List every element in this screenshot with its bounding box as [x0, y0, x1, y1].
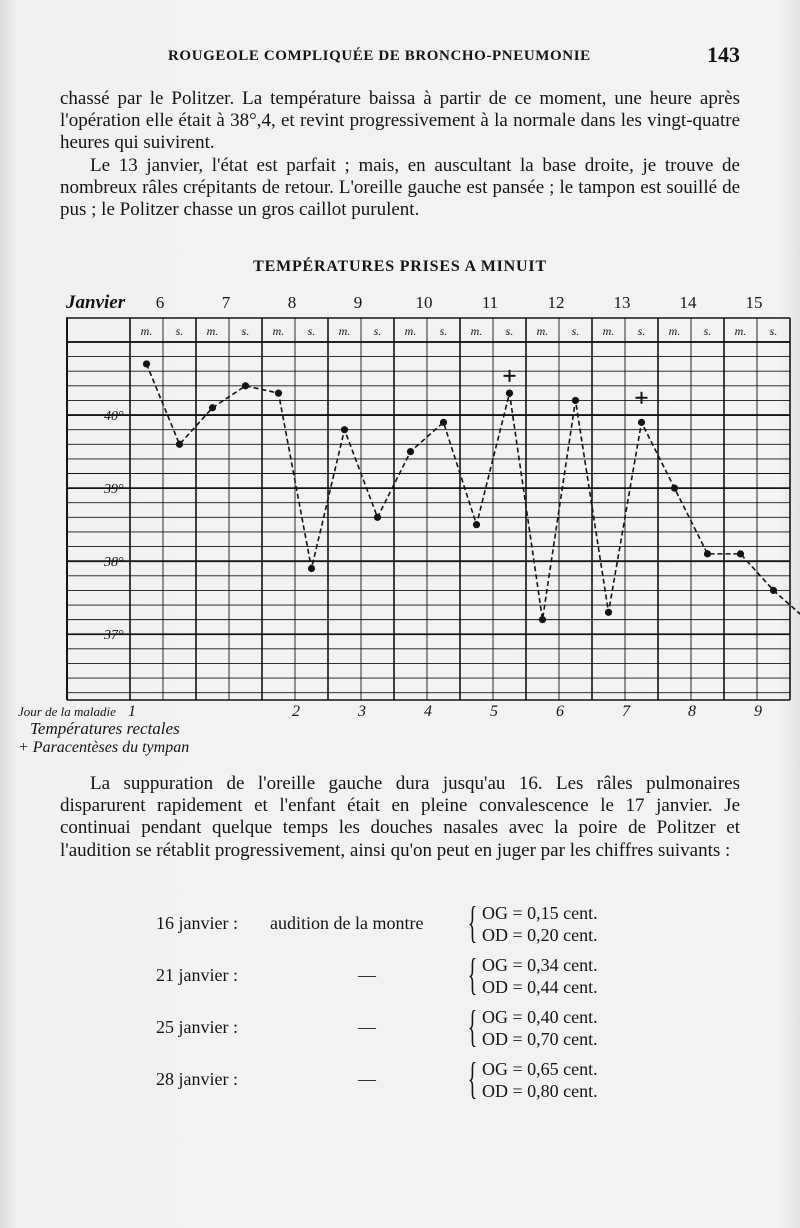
session-label: m. — [734, 324, 747, 338]
disease-day-label: Jour de la maladie — [18, 704, 116, 719]
disease-day-number: 9 — [754, 703, 762, 720]
legend-rectal: Températures rectales — [30, 719, 180, 738]
audition-og: OG = 0,34 cent. — [482, 955, 598, 975]
page-number: 143 — [707, 42, 740, 67]
y-tick-label: 40° — [104, 409, 124, 425]
data-point — [638, 419, 645, 426]
legend-paracentesis: + Paracentèses du tympan — [18, 739, 190, 756]
data-point — [506, 390, 513, 397]
session-label: s. — [373, 324, 382, 338]
audition-label: audition de la montre — [270, 913, 424, 933]
audition-date: 21 janvier : — [156, 965, 238, 985]
data-point — [341, 426, 348, 433]
paragraph-2-text: Le 13 janvier, l'état est parfait ; mais, en auscultant la base droite, je trouve de nombreux râles crépitants de retour. L'oreille gauche est pansée ; le tampon est souillé de pus ; le Politzer chasse un gros caillot purulent. — [60, 155, 740, 221]
month-label: Janvier — [66, 292, 126, 313]
date-label: 10 — [415, 293, 433, 312]
date-label: 15 — [745, 293, 763, 312]
audition-date: 25 janvier : — [156, 1017, 238, 1037]
audition-dash: — — [358, 1069, 376, 1089]
disease-day-number: 6 — [556, 703, 564, 720]
session-label: m. — [602, 324, 615, 338]
audition-od: OD = 0,20 cent. — [482, 925, 598, 945]
y-tick-label: 39° — [104, 482, 124, 498]
audition-od: OD = 0,70 cent. — [482, 1029, 598, 1049]
audition-og: OG = 0,15 cent. — [482, 903, 598, 923]
audition-row — [150, 898, 670, 951]
data-point — [473, 521, 480, 528]
session-label: s. — [769, 324, 778, 338]
audition-row — [150, 1054, 670, 1107]
data-point — [572, 397, 579, 404]
session-label: s. — [505, 324, 514, 338]
session-label: s. — [439, 324, 448, 338]
temperature-chart-svg — [0, 280, 800, 760]
audition-og: OG = 0,40 cent. — [482, 1007, 598, 1027]
session-label: s. — [571, 324, 580, 338]
disease-day-number: 8 — [688, 703, 696, 720]
disease-day-number: 2 — [292, 703, 300, 720]
date-label: 12 — [547, 293, 565, 312]
brace-icon: { — [467, 950, 478, 999]
date-label: 11 — [481, 293, 499, 312]
disease-day-number: 5 — [490, 703, 498, 720]
audition-row — [150, 950, 670, 1003]
session-label: m. — [404, 324, 417, 338]
paragraph-1-text: chassé par le Politzer. La température baissa à partir de ce moment, une heure après l'opération elle était à 38°,4, et revint progressivement à la normale dans les vingt-quatre heures qui suivirent. — [60, 88, 740, 154]
date-label: 9 — [353, 293, 363, 312]
brace-icon: { — [467, 1002, 478, 1051]
session-label: s. — [175, 324, 184, 338]
session-label: m. — [470, 324, 483, 338]
data-point — [407, 448, 414, 455]
audition-date: 16 janvier : — [156, 913, 238, 933]
data-point — [176, 441, 183, 448]
audition-od: OD = 0,44 cent. — [482, 977, 598, 997]
chart-title: TEMPÉRATURES PRISES A MINUIT — [253, 258, 547, 275]
date-label: 14 — [679, 293, 697, 312]
brace-icon: { — [467, 898, 478, 947]
paragraph-3 — [60, 773, 740, 862]
audition-dash: — — [358, 1017, 376, 1037]
data-point — [308, 565, 315, 572]
y-tick-label: 38° — [104, 555, 124, 571]
session-label: m. — [140, 324, 153, 338]
disease-day-number: 3 — [358, 703, 366, 720]
session-label: s. — [637, 324, 646, 338]
data-point — [737, 550, 744, 557]
data-point — [539, 616, 546, 623]
session-label: s. — [241, 324, 250, 338]
page-header — [60, 42, 740, 72]
data-point — [374, 514, 381, 521]
session-label: s. — [703, 324, 712, 338]
session-label: m. — [536, 324, 549, 338]
audition-date: 28 janvier : — [156, 1069, 238, 1089]
data-point — [275, 390, 282, 397]
temperature-line — [147, 364, 800, 634]
date-label: 8 — [287, 293, 297, 312]
audition-od: OD = 0,80 cent. — [482, 1081, 598, 1101]
paragraph-3-text: La suppuration de l'oreille gauche dura jusqu'au 16. Les râles pulmonaires disparurent rapidement et l'enfant était en pleine convalescence le 17 janvier. Je continuai pendant quelque temps les douches nasales avec la poire de Politzer et l'audition se rétablit progressivement, ainsi qu'on peut en juger par les chiffres suivants : — [60, 773, 740, 861]
session-label: m. — [668, 324, 681, 338]
audition-row — [150, 1002, 670, 1055]
data-point — [704, 550, 711, 557]
paragraph-1 — [60, 88, 740, 155]
disease-day-number: 1 — [128, 703, 136, 720]
date-label: 13 — [613, 293, 631, 312]
disease-day-number: 7 — [622, 703, 630, 720]
audition-table — [150, 898, 670, 1103]
date-label: 6 — [155, 293, 165, 312]
data-point — [143, 360, 150, 367]
disease-day-number: 4 — [424, 703, 432, 720]
audition-dash: — — [358, 965, 376, 985]
data-point — [209, 404, 216, 411]
temperature-chart — [0, 280, 800, 760]
running-title: ROUGEOLE COMPLIQUÉE DE BRONCHO-PNEUMONIE — [168, 48, 591, 64]
session-label: s. — [307, 324, 316, 338]
y-tick-label: 37° — [104, 628, 124, 644]
session-label: m. — [338, 324, 351, 338]
audition-og: OG = 0,65 cent. — [482, 1059, 598, 1079]
date-label: 7 — [221, 293, 231, 312]
data-point — [770, 587, 777, 594]
session-label: m. — [272, 324, 285, 338]
data-point — [671, 485, 678, 492]
paragraph-2 — [60, 155, 740, 222]
data-point — [605, 609, 612, 616]
session-label: m. — [206, 324, 219, 338]
data-point — [242, 382, 249, 389]
data-point — [440, 419, 447, 426]
brace-icon: { — [467, 1054, 478, 1103]
